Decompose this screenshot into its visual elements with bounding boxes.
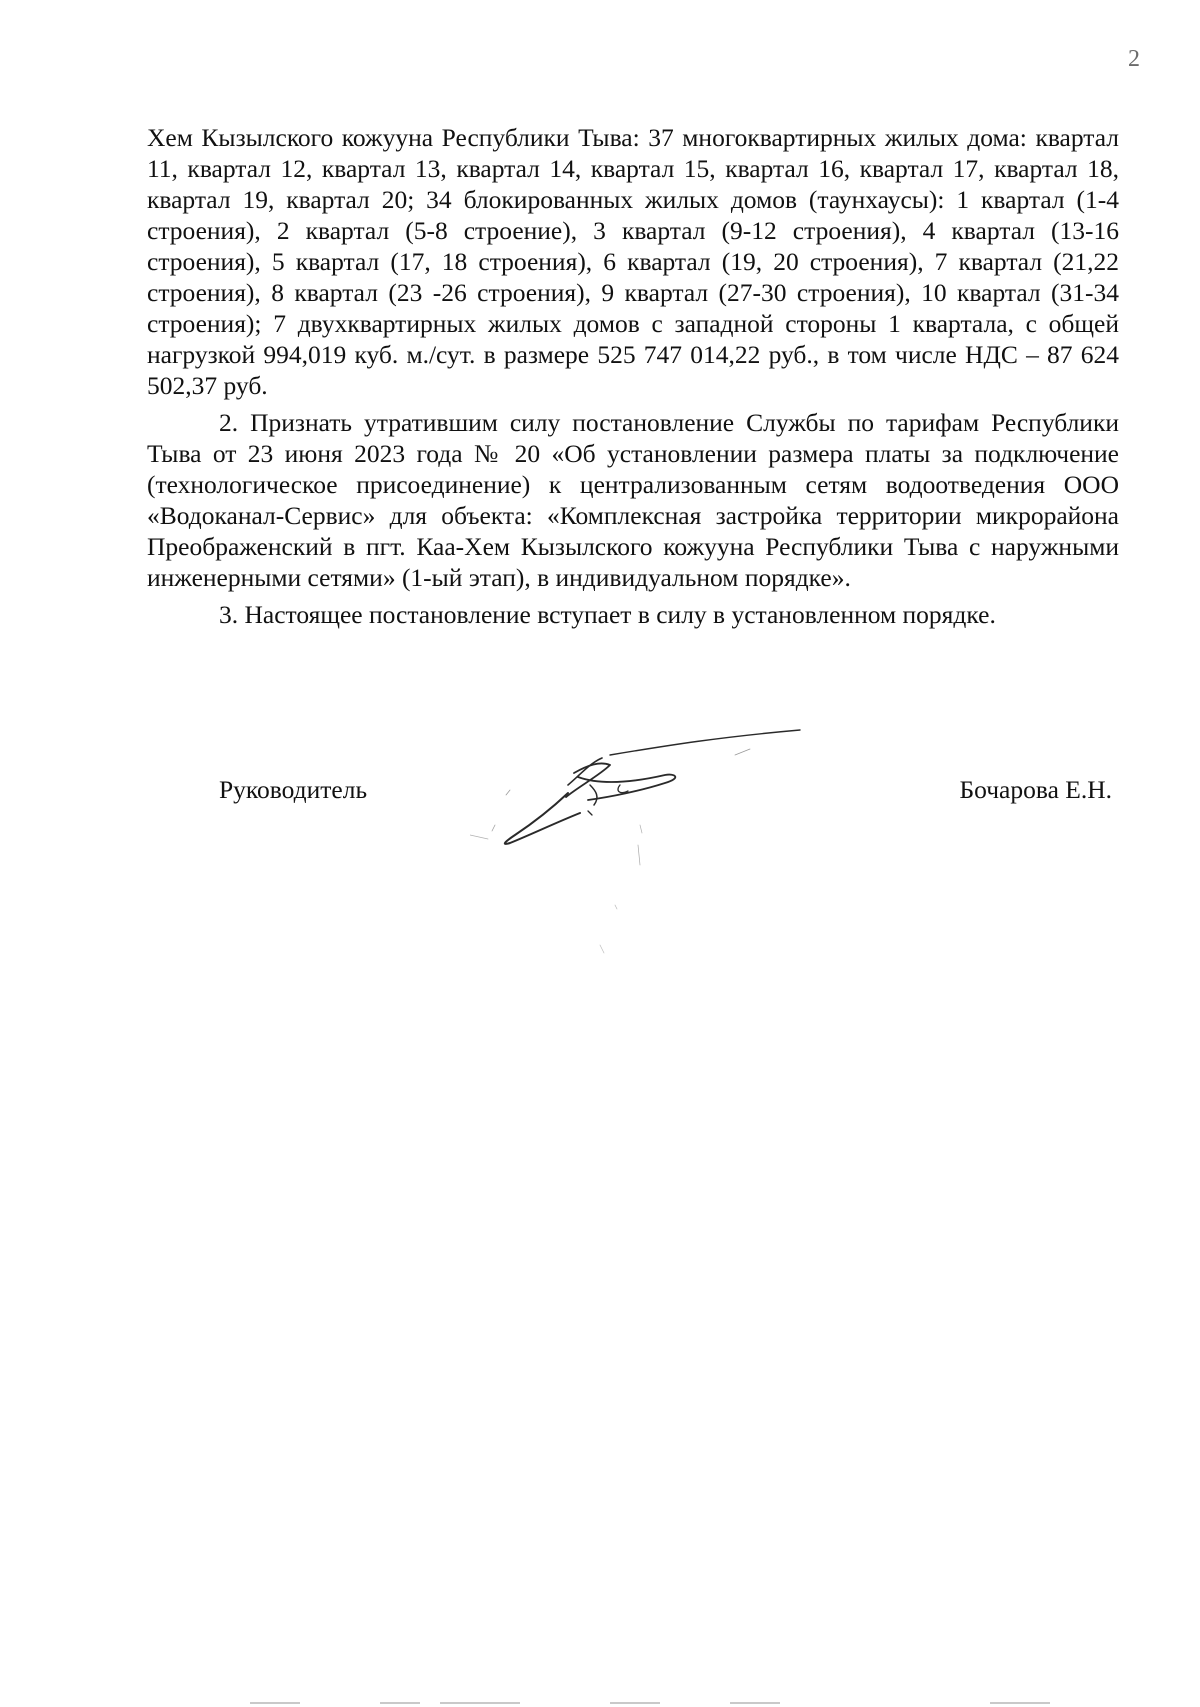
paragraph-item-3: 3. Настоящее постановление вступает в силу в установленном порядке. xyxy=(219,600,996,629)
paragraph-continuation: Хем Кызылского кожууна Республики Тыва: 37 многоквартирных жилых дома: квартал 11, квартал 12, квартал 13, квартал 14, квартал 15, квартал 16, квартал 17, квартал 18, квартал 19, квартал 20; 34 блокированных жилых домов (таунхаусы): 1 квартал (1-4 строения), 2 квартал (5-8 строение), 3 квартал (9-12 строения), 4 квартал (13-16 строения), 5 квартал (17, 18 строения), 6 квартал (19, 20 строения), 7 квартал (21,22 строения), 8 квартал (23 -26 строения), 9 квартал (27-30 строения), 10 квартал (31-34 строения); 7 двухквартирных жилых домов с западной стороны 1 квартала, с общей нагрузкой 994,019 куб. м./сут. в размере 525 747 014,22 руб., в том числе НДС – 87 624 502,37 руб. xyxy=(147,123,1119,400)
signatory-position: Руководитель xyxy=(219,775,368,804)
signatory-name: Бочарова Е.Н. xyxy=(959,775,1112,804)
scan-edge-marks xyxy=(0,1695,1200,1707)
document-body xyxy=(147,122,1119,630)
handwritten-signature xyxy=(470,725,810,965)
paragraph-item-2: 2. Признать утратившим силу постановление Службы по тарифам Республики Тыва от 23 июня 2023 года № 20 «Об установлении размера платы за подключение (технологическое присоединение) к централизованным сетям водоотведения ООО «Водоканал-Сервис» для объекта: «Комплексная застройка территории микрорайона Преображенский в пгт. Каа-Хем Кызылского кожууна Республики Тыва с наружными инженерными сетями» (1-ый этап), в индивидуальном порядке». xyxy=(147,408,1119,592)
page-number: 2 xyxy=(1128,46,1140,72)
